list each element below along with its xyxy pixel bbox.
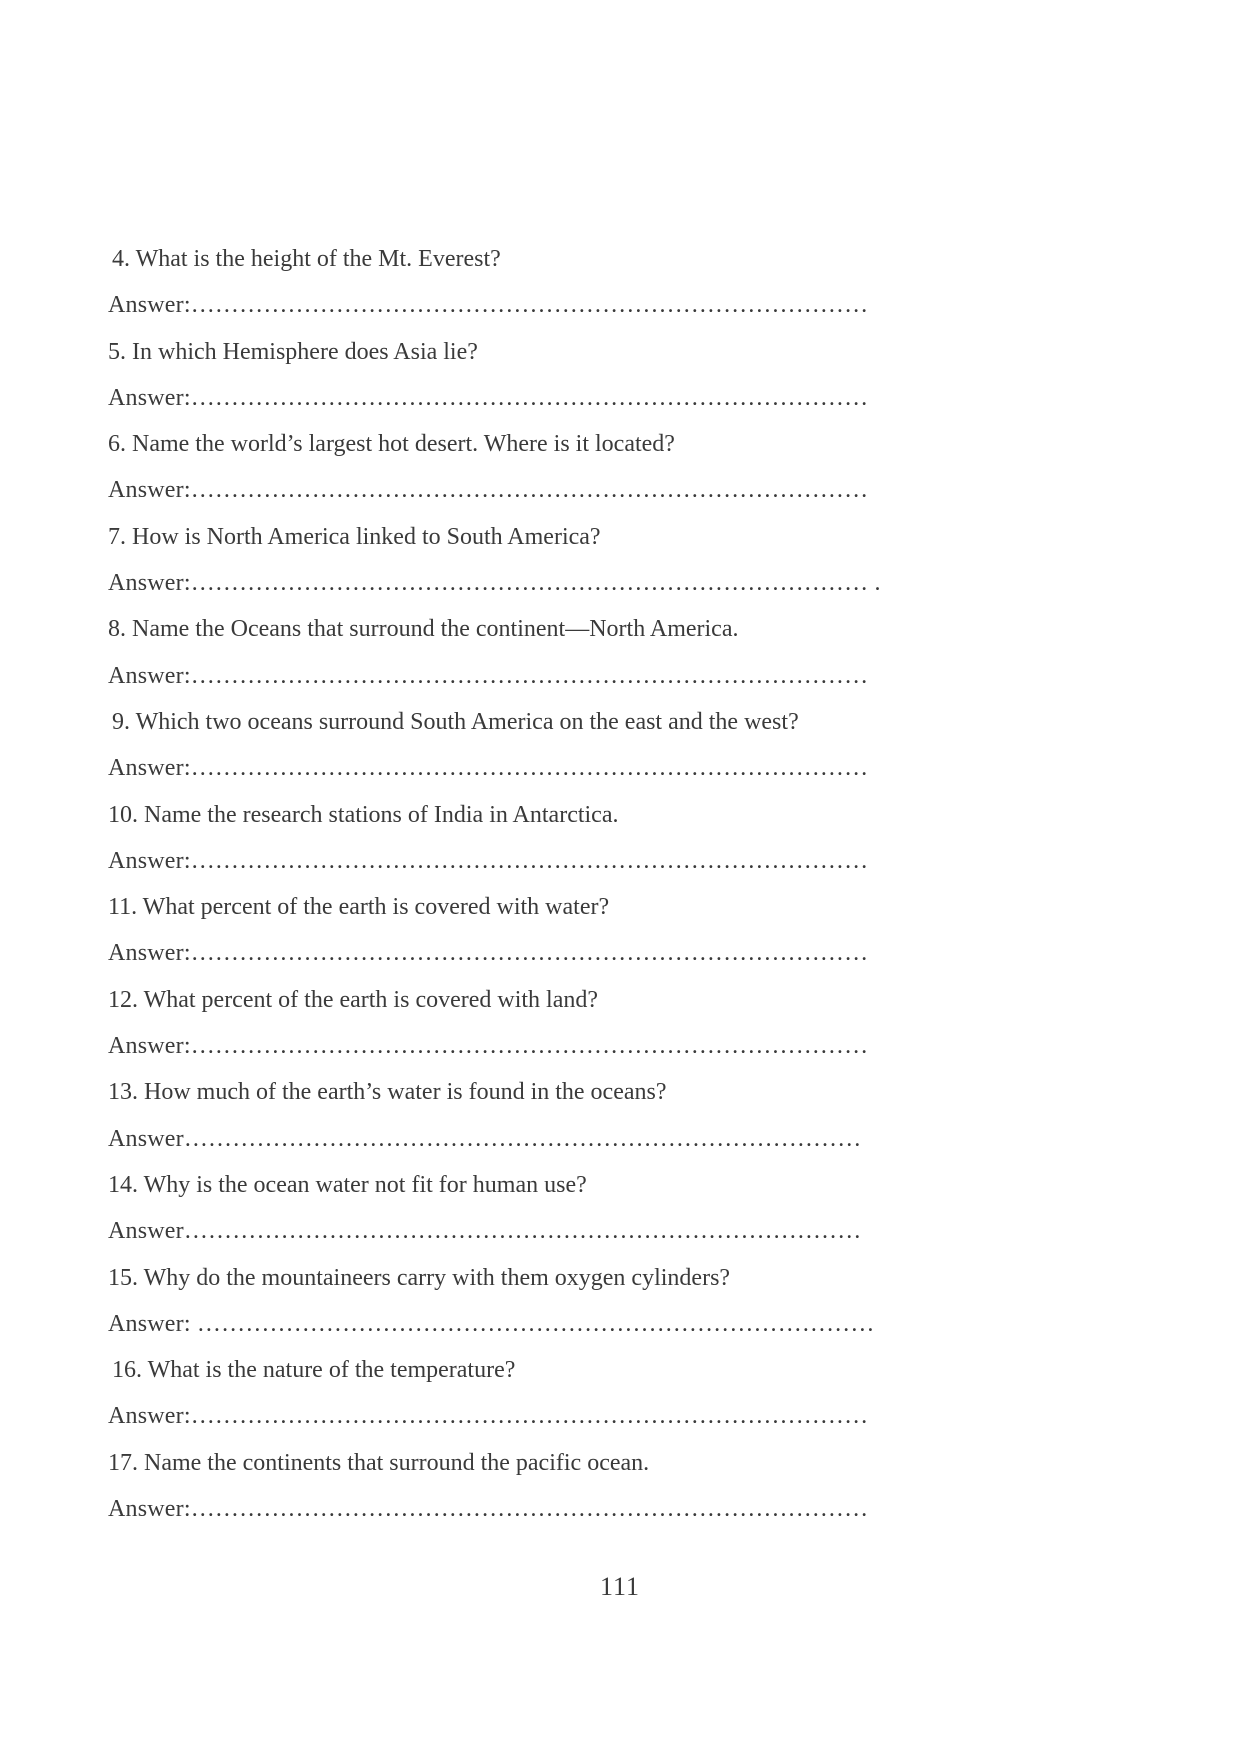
question-text: 11. What percent of the earth is covered with water? xyxy=(108,894,610,921)
answer-line: Answer:………………………………………………………………………… xyxy=(108,1033,869,1060)
question-item xyxy=(108,792,1128,885)
question-text: 12. What percent of the earth is covered with land? xyxy=(108,986,599,1013)
question-item xyxy=(108,884,1128,977)
question-text: 6. Name the world’s largest hot desert. Where is it located? xyxy=(108,431,675,458)
question-text: 17. Name the continents that surround the pacific ocean. xyxy=(108,1449,650,1476)
question-item xyxy=(108,1347,1128,1440)
question-item xyxy=(108,236,1128,329)
question-text: 13. How much of the earth’s water is found in the oceans? xyxy=(108,1079,667,1106)
question-text: 15. Why do the mountaineers carry with them oxygen cylinders? xyxy=(108,1264,731,1291)
answer-line: Answer:………………………………………………………………………… xyxy=(108,847,869,874)
question-item xyxy=(108,1440,1128,1533)
answer-line: Answer: ………………………………………………………………………… xyxy=(108,1310,875,1337)
question-item xyxy=(108,1069,1128,1162)
question-list xyxy=(108,236,1128,1532)
answer-line: Answer………………………………………………………………………… xyxy=(108,1125,862,1152)
question-item xyxy=(108,977,1128,1070)
question-item xyxy=(108,606,1128,699)
question-text: 5. In which Hemisphere does Asia lie? xyxy=(108,338,478,365)
question-text: 8. Name the Oceans that surround the continent—North America. xyxy=(108,616,739,643)
answer-line: Answer:………………………………………………………………………… xyxy=(108,477,869,504)
answer-line: Answer:………………………………………………………………………… xyxy=(108,292,869,319)
question-item xyxy=(108,421,1128,514)
answer-line: Answer:………………………………………………………………………… xyxy=(108,1496,869,1523)
answer-line: Answer………………………………………………………………………… xyxy=(108,1218,862,1245)
answer-line: Answer:………………………………………………………………………… xyxy=(108,1403,869,1430)
answer-line: Answer:………………………………………………………………………… xyxy=(108,384,869,411)
answer-line: Answer:………………………………………………………………………… xyxy=(108,755,869,782)
question-item xyxy=(108,1162,1128,1255)
question-item xyxy=(108,1255,1128,1348)
page-number: 111 xyxy=(599,1572,641,1601)
question-text: 10. Name the research stations of India in Antarctica. xyxy=(108,801,619,828)
question-text: 4. What is the height of the Mt. Everest? xyxy=(112,246,501,272)
question-text: 14. Why is the ocean water not fit for human use? xyxy=(108,1171,587,1198)
question-item xyxy=(108,329,1128,422)
question-item xyxy=(108,699,1128,792)
question-text: 16. What is the nature of the temperature? xyxy=(112,1357,516,1384)
answer-line: Answer:………………………………………………………………………… xyxy=(108,662,869,689)
question-text: 9. Which two oceans surround South America on the east and the west? xyxy=(112,708,799,735)
question-text: 7. How is North America linked to South America? xyxy=(108,523,601,550)
question-item xyxy=(108,514,1128,607)
answer-line: Answer:………………………………………………………………………… . xyxy=(108,570,881,597)
answer-line: Answer:………………………………………………………………………… xyxy=(108,940,869,967)
